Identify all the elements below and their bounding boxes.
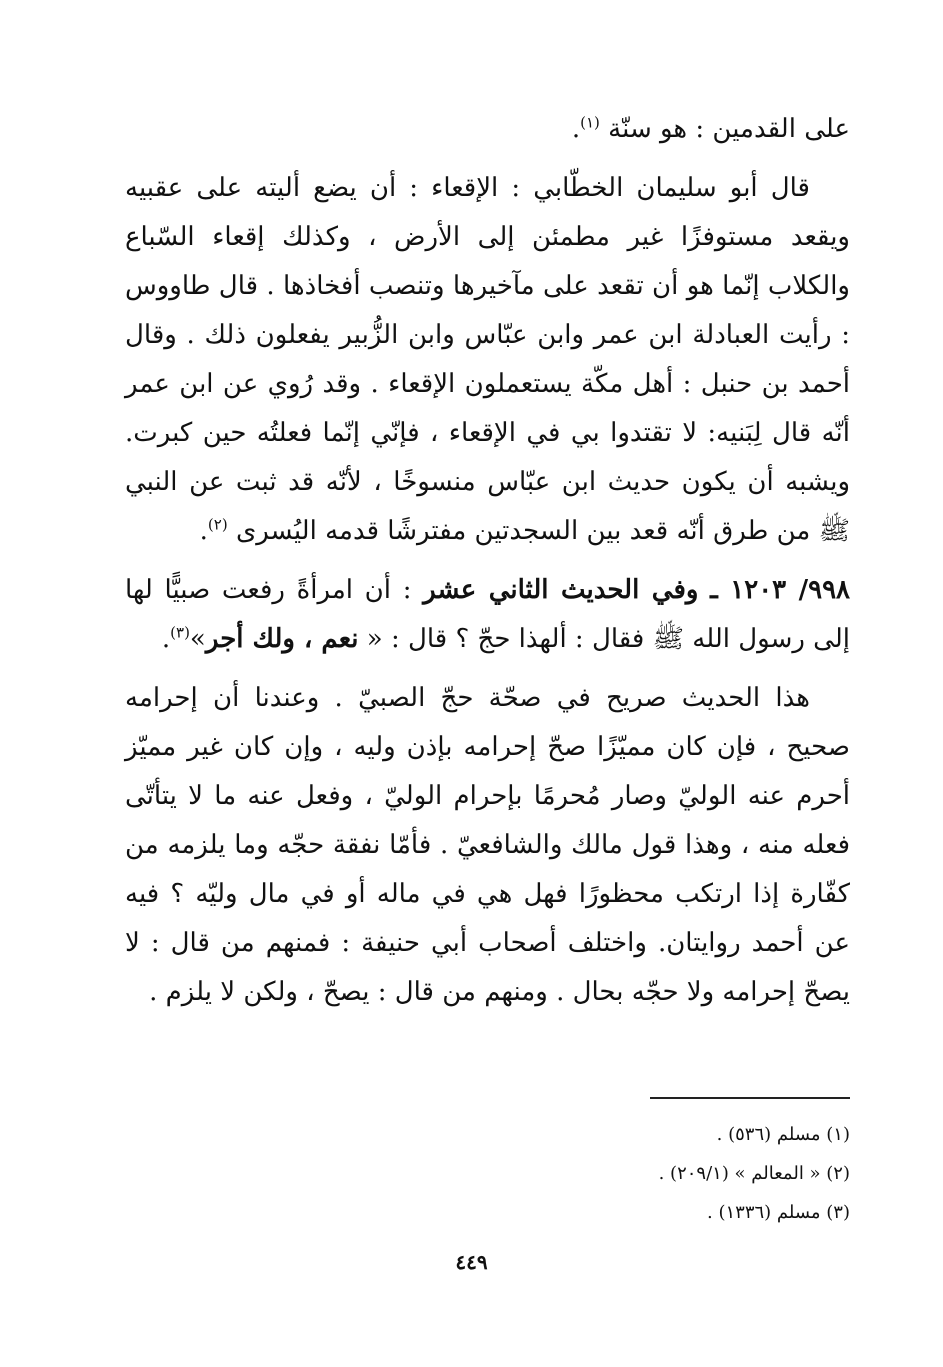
- paragraph-3-end: .: [161, 624, 171, 654]
- paragraph-1-end: .: [571, 114, 581, 144]
- footnotes: [450, 1115, 850, 1232]
- footnote-ref-1[interactable]: (١): [580, 113, 600, 132]
- paragraph-2: [125, 164, 850, 556]
- paragraph-2-text: قال أبو سليمان الخطّابي : الإقعاء : أن يضع أليته على عقبيه ويقعد مستوفزًا غير مطمئن إلى الأرض ، وكذلك إقعاء السّباع والكلاب إنّما هو أن تقعد على مآخيرها وتنصب أفخاذها . قال طاووس : رأيت العبادلة ابن عمر وابن عبّاس وابن الزُّبير يفعلون ذلك . وقال أحمد بن حنبل : أهل مكّة يستعملون الإقعاء . وقد رُوي عن ابن عمر أنّه قال لِبَنيه: لا تقتدوا بي في الإقعاء ، فإنّي إنّما فعلتُه حين كبرت. ويشبه أن يكون حديث ابن عبّاس منسوخًا ، لأنّه قد ثبت عن النبي ﷺ من طرق أنّه قعد بين السجدتين مفترشًا قدمه اليُسرى: [125, 173, 850, 546]
- paragraph-3: [125, 566, 850, 664]
- footnote-divider: [650, 1097, 850, 1099]
- footnote-1: (١) مسلم (٥٣٦) .: [716, 1124, 850, 1145]
- footnote-3: (٣) مسلم (١٣٣٦) .: [707, 1202, 850, 1223]
- paragraph-1-text: على القدمين : هو سنّة: [608, 114, 850, 144]
- hadith-heading: وفي الحديث الثاني عشر: [423, 575, 699, 605]
- footnote-2: (٢) « المعالم » (٢٠٩/١) .: [658, 1163, 850, 1184]
- page-number: ٤٤٩: [455, 1250, 488, 1274]
- paragraph-3-text: : أن امرأةً رفعت صبيًّا لها إلى رسول الله ﷺ فقال : ألهذا حجّ ؟ قال : «: [125, 575, 850, 654]
- paragraph-4: [125, 674, 850, 1017]
- page-body: [125, 105, 850, 1017]
- hadith-quote: نعم ، ولك أجر: [205, 624, 359, 654]
- footnote-ref-2[interactable]: (٢): [207, 515, 228, 534]
- paragraph-1: [125, 105, 850, 154]
- quote-close: »: [189, 624, 206, 654]
- paragraph-4-text: هذا الحديث صريح في صحّة حجّ الصبيّ . وعندنا أن إحرامه صحيح ، فإن كان مميّزًا صحّ إحرامه بإذن وليه ، وإن كان غير مميّز أحرم عنه الوليّ وصار مُحرمًا بإحرام الوليّ ، وفعل عنه ما لا يتأتّى فعله منه ، وهذا قول مالك والشافعيّ . فأمّا نفقة حجّه وما يلزمه من كفّارة إذا ارتكب محظورًا فهل هي في ماله أو في مال وليّه ؟ فيه عن أحمد روايتان. واختلف أصحاب أبي حنيفة : فمنهم من قال : لا يصحّ إحرامه ولا حجّه بحال . ومنهم من قال : يصحّ ، ولكن لا يلزم .: [125, 683, 850, 1007]
- footnote-ref-3[interactable]: (٣): [170, 623, 190, 642]
- paragraph-2-end: .: [199, 516, 208, 546]
- hadith-number: ٩٩٨/ ١٢٠٣ ـ: [710, 575, 851, 605]
